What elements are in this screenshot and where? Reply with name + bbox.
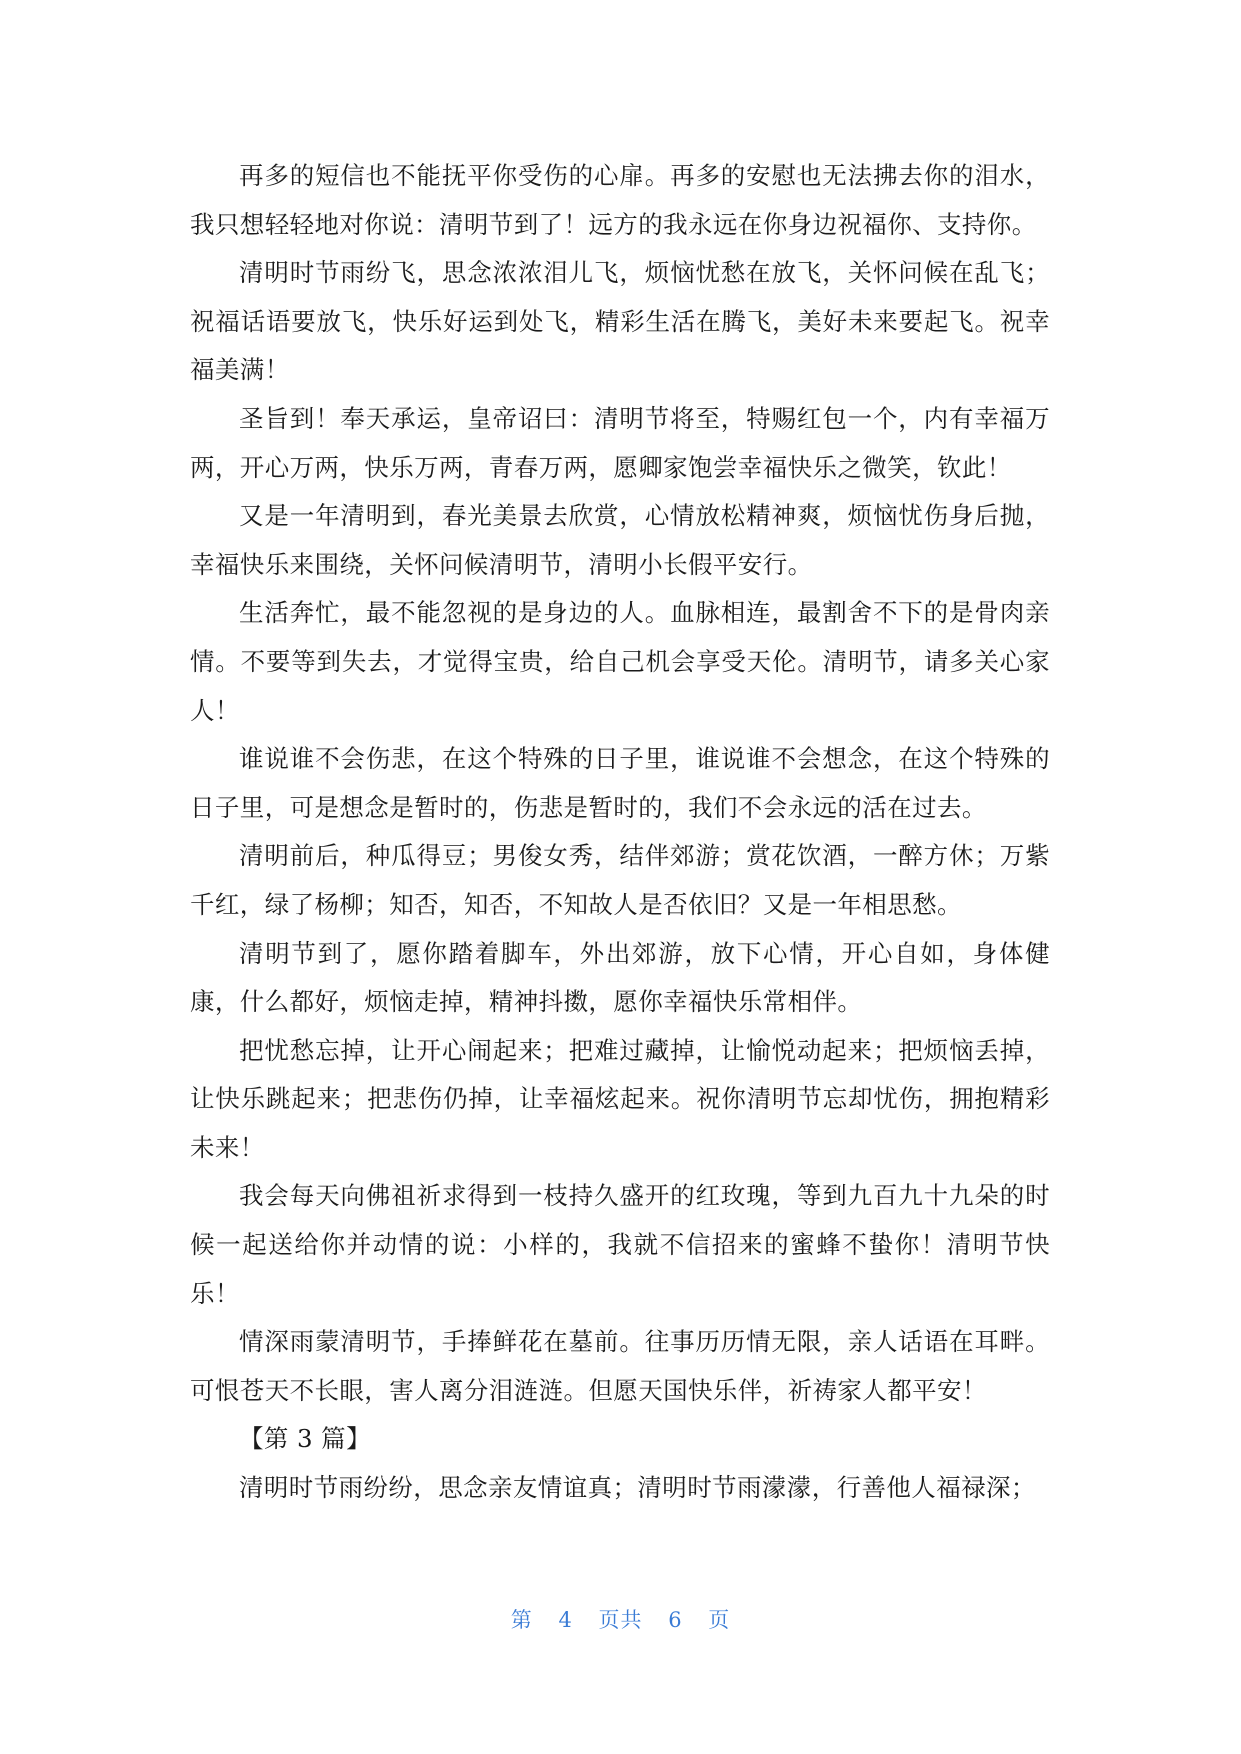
paragraph: 我会每天向佛祖祈求得到一枝持久盛开的红玫瑰，等到九百九十九朵的时候一起送给你并动情的说：小样的，我就不信招来的蜜蜂不蛰你！清明节快乐！ <box>190 1181 1050 1308</box>
paragraph: 把忧愁忘掉，让开心闹起来；把难过藏掉，让愉悦动起来；把烦恼丢掉，让快乐跳起来；把悲伤仍掉，让幸福炫起来。祝你清明节忘却忧伤，拥抱精彩未来！ <box>190 1035 1050 1162</box>
paragraph: 再多的短信也不能抚平你受伤的心扉。再多的安慰也无法拂去你的泪水，我只想轻轻地对你说：清明节到了！远方的我永远在你身边祝福你、支持你。 <box>190 161 1050 239</box>
paragraph: 生活奔忙，最不能忽视的是身边的人。血脉相连，最割舍不下的是骨肉亲情。不要等到失去，才觉得宝贵，给自己机会享受天伦。清明节，请多关心家人！ <box>190 598 1050 725</box>
footer-label-of: 页共 <box>598 1608 643 1632</box>
paragraph: 清明节到了，愿你踏着脚车，外出郊游，放下心情，开心自如，身体健康，什么都好，烦恼走掉，精神抖擞，愿你幸福快乐常相伴。 <box>190 938 1050 1017</box>
paragraph: 情深雨蒙清明节，手捧鲜花在墓前。往事历历情无限，亲人话语在耳畔。可恨苍天不长眼，害人离分泪涟涟。但愿天国快乐伴，祈祷家人都平安！ <box>190 1327 1050 1405</box>
footer-current-page: 4 <box>558 1608 573 1632</box>
paragraph: 又是一年清明到，春光美景去欣赏，心情放松精神爽，烦恼忧伤身后抛，幸福快乐来围绕，关怀问候清明节，清明小长假平安行。 <box>190 501 1050 579</box>
paragraph: 清明时节雨纷纷，思念亲友情谊真；清明时节雨濛濛，行善他人福禄深； <box>239 1473 1036 1503</box>
footer-total-pages: 6 <box>668 1608 683 1632</box>
footer-label-end: 页 <box>708 1608 731 1632</box>
paragraph: 清明时节雨纷飞，思念浓浓泪儿飞，烦恼忧愁在放飞，关怀问候在乱飞；祝福话语要放飞，快乐好运到处飞，精彩生活在腾飞，美好未来要起飞。祝幸福美满！ <box>190 258 1050 385</box>
page-footer <box>0 1604 1241 1634</box>
section-heading: 【第 3 篇】 <box>239 1424 371 1454</box>
paragraph: 谁说谁不会伤悲，在这个特殊的日子里，谁说谁不会想念，在这个特殊的日子里，可是想念是暂时的，伤悲是暂时的，我们不会永远的活在过去。 <box>190 744 1050 822</box>
footer-label-page: 第 <box>510 1608 533 1632</box>
paragraph: 圣旨到！奉天承运，皇帝诏曰：清明节将至，特赐红包一个，内有幸福万两，开心万两，快乐万两，青春万两，愿卿家饱尝幸福快乐之微笑，钦此！ <box>190 403 1050 482</box>
document-body <box>190 152 1050 1513</box>
paragraph: 清明前后，种瓜得豆；男俊女秀，结伴郊游；赏花饮酒，一醉方休；万紫千红，绿了杨柳；知否，知否，不知故人是否依旧？又是一年相思愁。 <box>190 841 1050 919</box>
